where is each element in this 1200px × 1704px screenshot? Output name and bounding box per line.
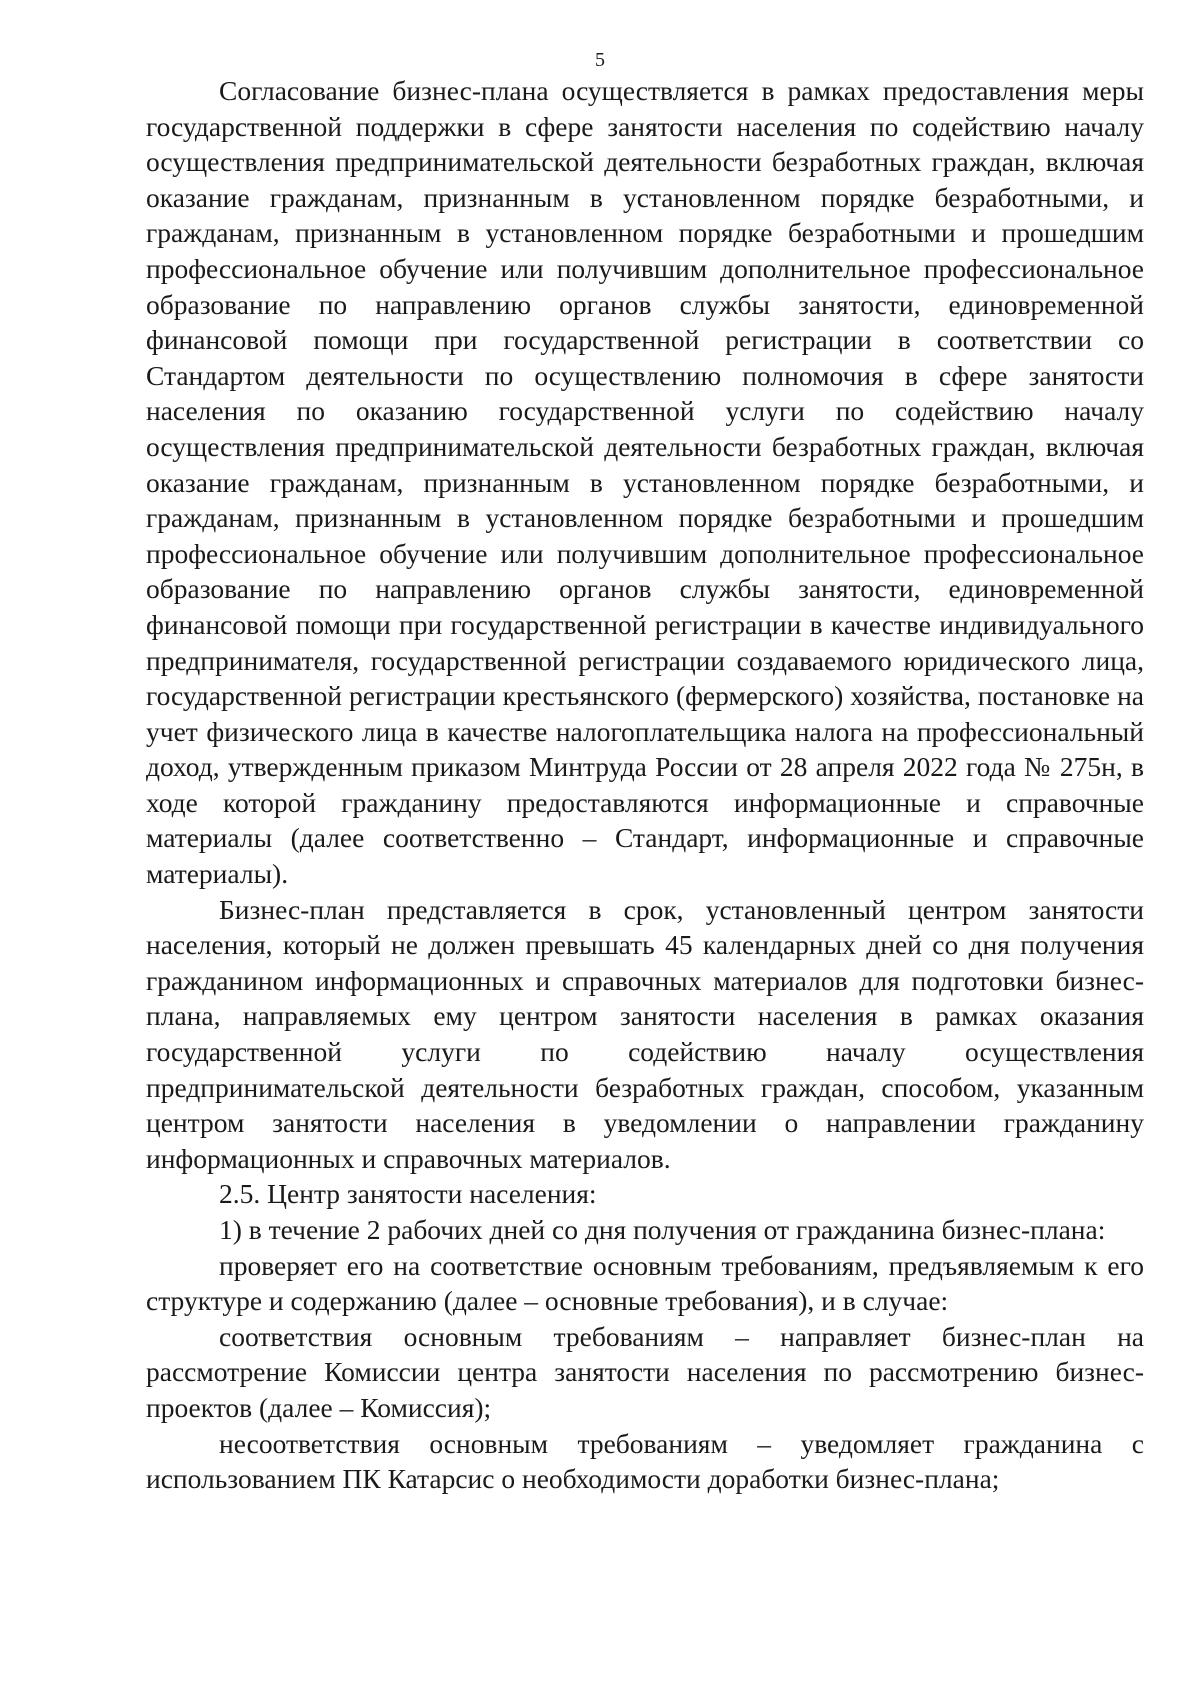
- list-item-1: 1) в течение 2 рабочих дней со дня получения от гражданина бизнес-плана:: [219, 1214, 1106, 1245]
- page-number: 5: [595, 49, 605, 71]
- paragraph-compliance: соответствия основным требованиям – направляет бизнес-план на рассмотрение Комиссии центра занятости населения по рассмотрению бизнес-проектов (далее – Комиссия);: [146, 1320, 1144, 1423]
- paragraph-noncompliance: несоответствия основным требованиям – уведомляет гражданина с использованием ПК Катарсис о необходимости доработки бизнес-плана;: [146, 1427, 1144, 1495]
- section-heading-2-5: 2.5. Центр занятости населения:: [219, 1178, 597, 1210]
- paragraph-agreement: Согласование бизнес-плана осуществляется в рамках предоставления меры государственной поддержки в сфере занятости населения по содействию началу осуществления предпринимательской деятельности безработных граждан, включая оказание гражданам, признанным в установленном порядке безработными, и гражданам, признанным в установленном порядке безработными и прошедшим профессиональное обучение или получившим дополнительное профессиональное образование по направлению органов службы занятости, единовременной финансовой помощи при государственной регистрации в соответствии со Стандартом деятельности по осуществлению полномочия в сфере занятости населения по оказанию государственной услуги по содействию началу осуществления предпринимательской деятельности безработных граждан, включая оказание гражданам, признанным в установленном порядке безработными, и гражданам, признанным в установленном порядке безработными и прошедшим профессиональное обучение или получившим дополнительное профессиональное образование по направлению органов службы занятости, единовременной финансовой помощи при государственной регистрации в качестве индивидуального предпринимателя, государственной регистрации создаваемого юридического лица, государственной регистрации крестьянского (фермерского) хозяйства, постановке на учет физического лица в качестве налогоплательщика налога на профессиональный доход, утвержденным приказом Минтруда России от 28 апреля 2022 года № 275н, в ходе которой гражданину предоставляются информационные и справочные материалы (далее соответственно – Стандарт, информационные и справочные материалы).: [146, 75, 1144, 890]
- paragraph-check-requirements: проверяет его на соответствие основным требованиям, предъявляемым к его структуре и содержанию (далее – основные требования), и в случае:: [146, 1249, 1144, 1317]
- paragraph-submission-deadline: Бизнес-план представляется в срок, установленный центром занятости населения, который не должен превышать 45 календарных дней со дня получения гражданином информационных и справочных материалов для подготовки бизнес-плана, направляемых ему центром занятости населения в рамках оказания государственной услуги по содействию началу осуществления предпринимательской деятельности безработных граждан, способом, указанным центром занятости населения в уведомлении о направлении гражданину информационных и справочных материалов.: [146, 893, 1144, 1174]
- document-body: [146, 73, 1144, 1497]
